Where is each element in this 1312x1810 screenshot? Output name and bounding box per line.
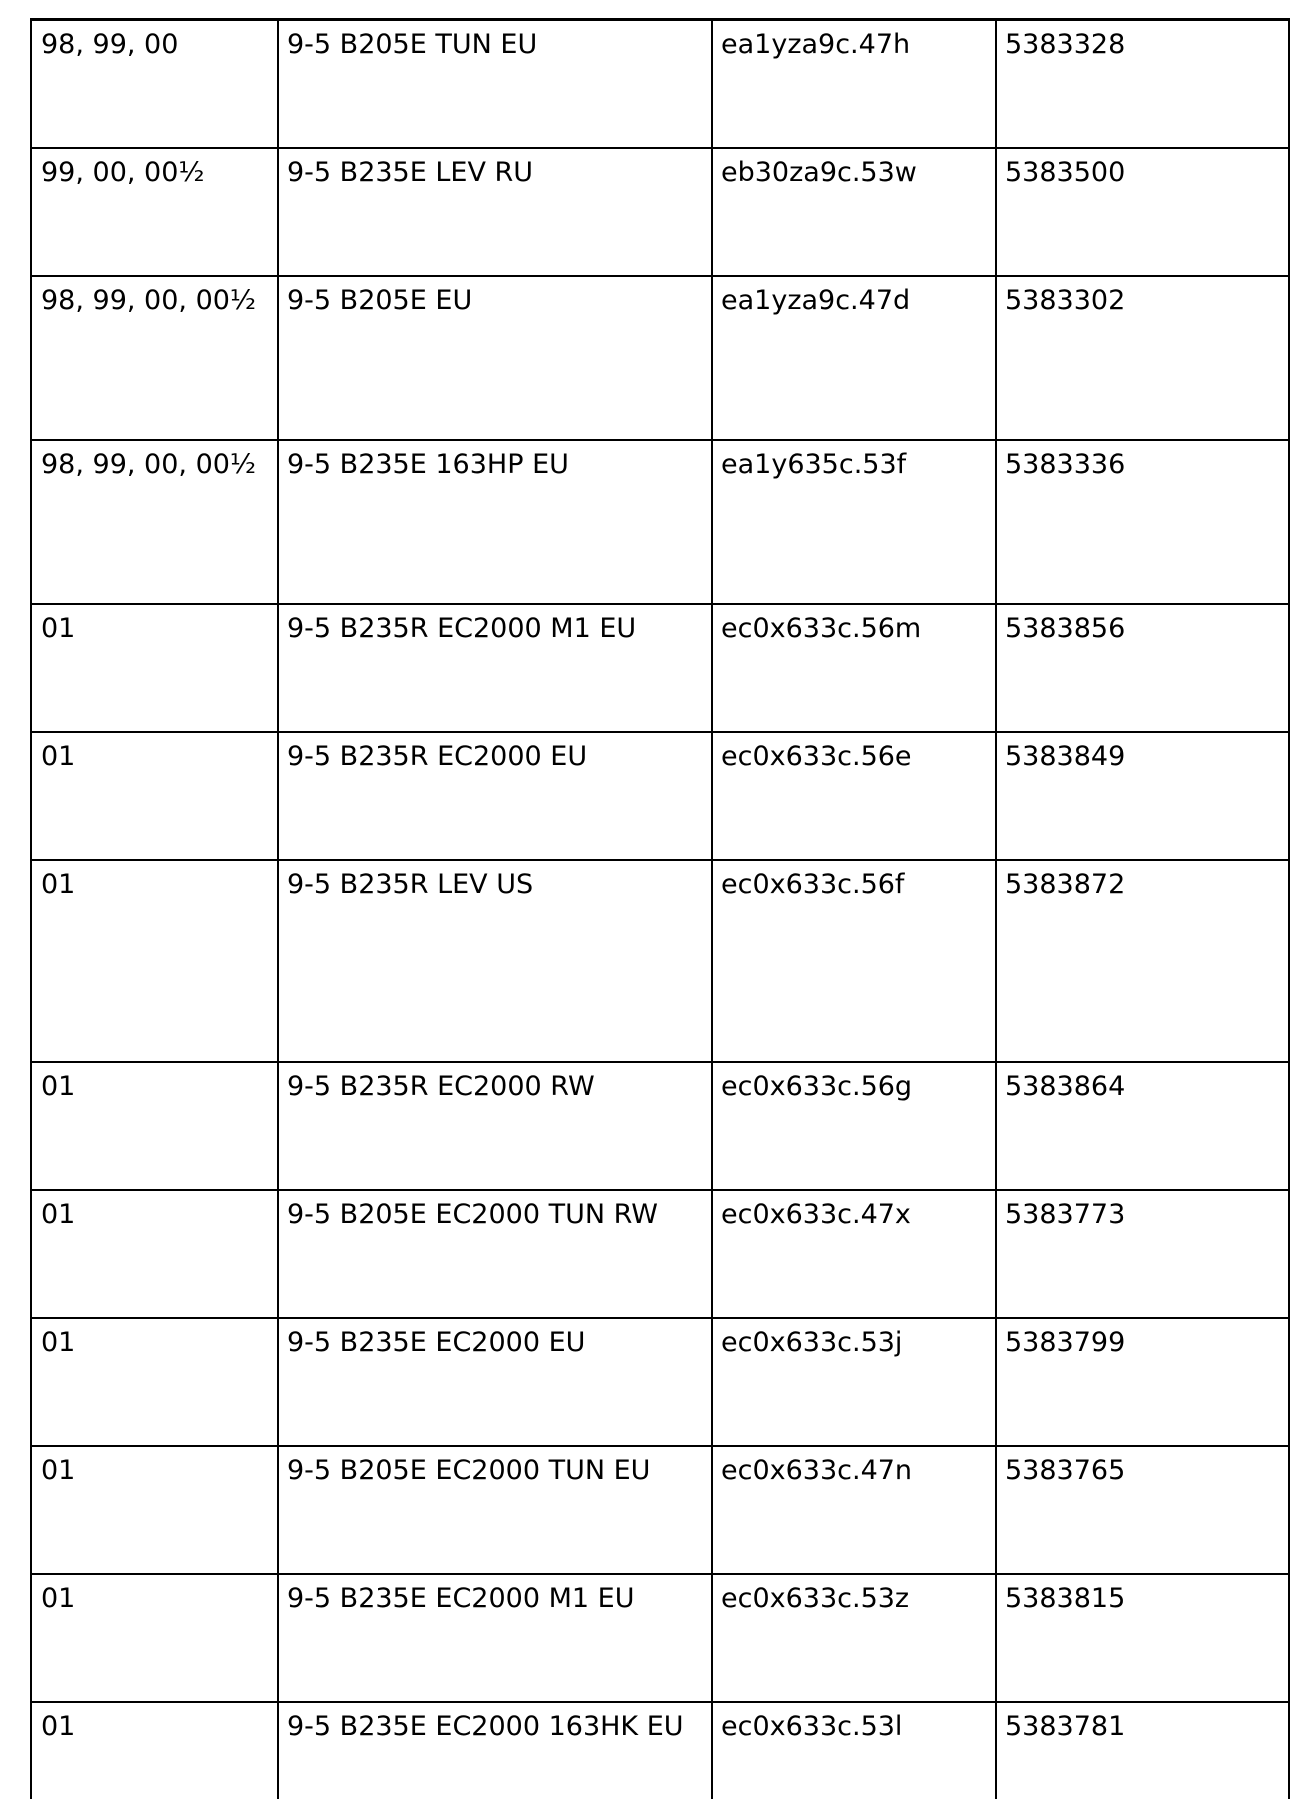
software-version-cell: ea1yza9c.47d xyxy=(712,276,996,440)
model-engine-cell: 9-5 B205E EC2000 TUN RW xyxy=(278,1190,712,1318)
model-engine-cell: 9-5 B205E EC2000 TUN EU xyxy=(278,1446,712,1574)
table-row xyxy=(31,1574,1289,1702)
model-engine-cell: 9-5 B235E 163HP EU xyxy=(278,440,712,604)
model-engine-cell: 9-5 B235R LEV US xyxy=(278,860,712,1062)
part-number-cell: 5383864 xyxy=(996,1062,1289,1190)
part-number-cell: 5383849 xyxy=(996,732,1289,860)
part-number-cell: 5383765 xyxy=(996,1446,1289,1574)
table-row xyxy=(31,604,1289,732)
model-years-cell: 01 xyxy=(31,732,278,860)
software-version-cell: ec0x633c.47n xyxy=(712,1446,996,1574)
table-row xyxy=(31,148,1289,276)
part-number-cell: 5383815 xyxy=(996,1574,1289,1702)
ecu-software-table xyxy=(30,18,1290,1799)
software-version-cell: ec0x633c.56e xyxy=(712,732,996,860)
software-version-cell: ec0x633c.56f xyxy=(712,860,996,1062)
part-number-cell: 5383856 xyxy=(996,604,1289,732)
model-engine-cell: 9-5 B235R EC2000 RW xyxy=(278,1062,712,1190)
model-engine-cell: 9-5 B205E EU xyxy=(278,276,712,440)
part-number-cell: 5383302 xyxy=(996,276,1289,440)
model-years-cell: 01 xyxy=(31,1702,278,1799)
table-row xyxy=(31,1702,1289,1799)
table-row xyxy=(31,1062,1289,1190)
part-number-cell: 5383336 xyxy=(996,440,1289,604)
software-version-cell: ec0x633c.53j xyxy=(712,1318,996,1446)
software-version-cell: ea1y635c.53f xyxy=(712,440,996,604)
software-version-cell: ec0x633c.53z xyxy=(712,1574,996,1702)
model-years-cell: 01 xyxy=(31,1446,278,1574)
model-years-cell: 99, 00, 00½ xyxy=(31,148,278,276)
model-years-cell: 01 xyxy=(31,860,278,1062)
software-version-cell: eb30za9c.53w xyxy=(712,148,996,276)
ecu-software-table-page xyxy=(30,18,1288,1799)
model-engine-cell: 9-5 B235R EC2000 EU xyxy=(278,732,712,860)
table-row xyxy=(31,860,1289,1062)
model-years-cell: 01 xyxy=(31,1318,278,1446)
part-number-cell: 5383500 xyxy=(996,148,1289,276)
model-years-cell: 01 xyxy=(31,1062,278,1190)
model-years-cell: 01 xyxy=(31,1574,278,1702)
table-row xyxy=(31,1318,1289,1446)
software-version-cell: ea1yza9c.47h xyxy=(712,20,996,149)
model-years-cell: 01 xyxy=(31,1190,278,1318)
model-engine-cell: 9-5 B235E LEV RU xyxy=(278,148,712,276)
model-engine-cell: 9-5 B235R EC2000 M1 EU xyxy=(278,604,712,732)
table-row xyxy=(31,1446,1289,1574)
model-engine-cell: 9-5 B235E EC2000 EU xyxy=(278,1318,712,1446)
model-engine-cell: 9-5 B235E EC2000 163HK EU xyxy=(278,1702,712,1799)
model-engine-cell: 9-5 B205E TUN EU xyxy=(278,20,712,149)
part-number-cell: 5383328 xyxy=(996,20,1289,149)
table-row xyxy=(31,1190,1289,1318)
part-number-cell: 5383781 xyxy=(996,1702,1289,1799)
table-row xyxy=(31,440,1289,604)
software-version-cell: ec0x633c.56m xyxy=(712,604,996,732)
table-row xyxy=(31,20,1289,149)
table-row xyxy=(31,732,1289,860)
software-version-cell: ec0x633c.53l xyxy=(712,1702,996,1799)
model-engine-cell: 9-5 B235E EC2000 M1 EU xyxy=(278,1574,712,1702)
model-years-cell: 98, 99, 00, 00½ xyxy=(31,276,278,440)
model-years-cell: 01 xyxy=(31,604,278,732)
model-years-cell: 98, 99, 00 xyxy=(31,20,278,149)
table-row xyxy=(31,276,1289,440)
part-number-cell: 5383773 xyxy=(996,1190,1289,1318)
software-version-cell: ec0x633c.56g xyxy=(712,1062,996,1190)
part-number-cell: 5383799 xyxy=(996,1318,1289,1446)
model-years-cell: 98, 99, 00, 00½ xyxy=(31,440,278,604)
software-version-cell: ec0x633c.47x xyxy=(712,1190,996,1318)
part-number-cell: 5383872 xyxy=(996,860,1289,1062)
